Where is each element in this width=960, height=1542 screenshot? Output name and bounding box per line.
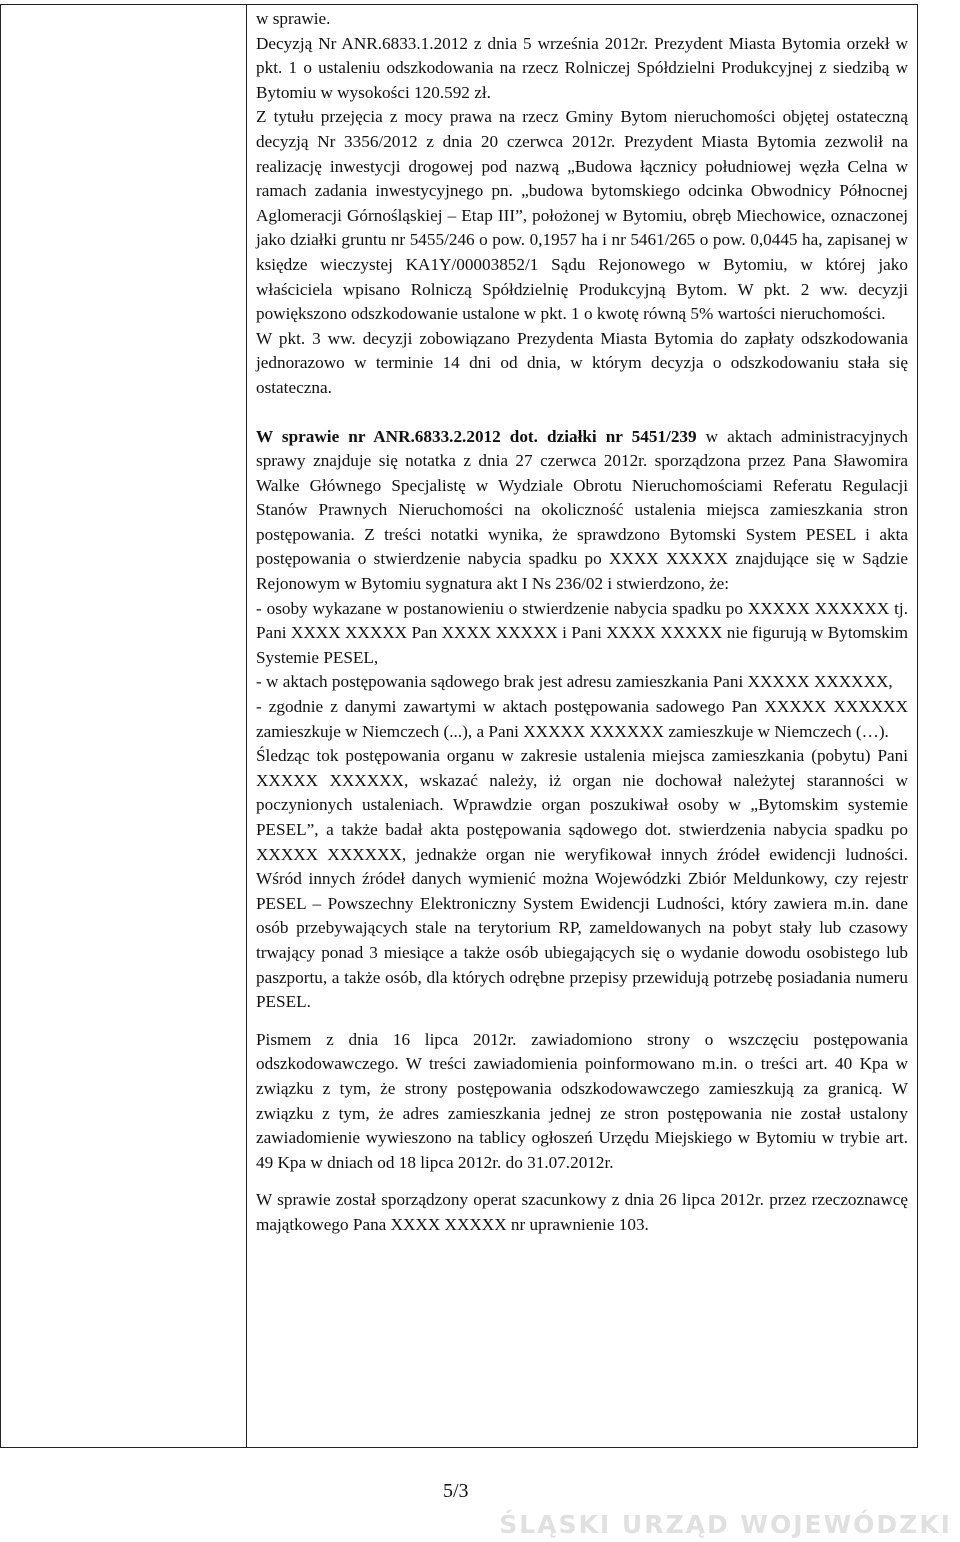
- page-number: 5/3: [443, 1480, 469, 1502]
- paragraph-pkt3: W pkt. 3 ww. decyzji zobowiązano Prezydenta Miasta Bytomia do zapłaty odszkodowania jednorazowo w terminie 14 dni od dnia, w którym decyzja o odszkodowaniu stała się ostateczna.: [256, 328, 908, 397]
- paragraph-sprawa-2: [256, 425, 908, 597]
- paragraph-decyzja: Decyzją Nr ANR.6833.1.2012 z dnia 5 września 2012r. Prezydent Miasta Bytomia orzekł w pkt. 1 o ustaleniu odszkodowania na rzecz Rolniczej Spółdzielni Produkcyjnej z siedzibą w Bytomiu w wysokości 120.592 zł.: [256, 33, 908, 102]
- paragraph-z-tytulu: Z tytułu przejęcia z mocy prawa na rzecz Gminy Bytom nieruchomości objętej ostateczną decyzją Nr 3356/2012 z dnia 20 czerwca 2012r. Prezydent Miasta Bytomia zezwolił na realizację inwestycji drogowej pod nazwą „Budowa łącznicy południowej węzła Celna w ramach zadania inwestycyjnego pn. „budowa bytomskiego odcinka Obwodnicy Północnej Aglomeracji Górnośląskiej – Etap III”, położonej w Bytomiu, obręb Miechowice, oznaczonej jako działki gruntu nr 5455/246 o pow. 0,1957 ha i nr 5461/265 o pow. 0,0445 ha, zapisanej w księdze wieczystej KA1Y/00003852/1 Sądu Rejonowego w Bytomiu, w której jako właściciela wpisano Rolniczą Spółdzielnię Produkcyjną Bytom. W pkt. 2 ww. decyzji powiększono odszkodowanie ustalone w pkt. 1 o kwotę równą 5% wartości nieruchomości.: [256, 107, 908, 324]
- list-item-niemcy: - zgodnie z danymi zawartymi w aktach postępowania sadowego Pan XXXXX XXXXXX zamieszkuje w Niemczech (...), a Pani XXXXX XXXXXX zamieszkuje w Niemczech (…).: [256, 697, 908, 741]
- paragraph-w-sprawie: w sprawie.: [256, 9, 331, 28]
- paragraph-sledzac: Śledząc tok postępowania organu w zakresie ustalenia miejsca zamieszkania (pobytu) Pani XXXXX XXXXXX, wskazać należy, iż organ nie dochował należytej staranności w poczynionych ustaleniach. Wprawdzie organ poszukiwał osoby w „Bytomskim systemie PESEL”, a także badał akta postępowania sądowego dot. stwierdzenia nabycia spadku po XXXXX XXXXXX, jednakże organ nie weryfikował innych źródeł ewidencji ludności. Wśród innych źródeł danych wymienić można Wojewódzki Zbiór Meldunkowy, czy rejestr PESEL – Powszechny Elektroniczny System Ewidencji Ludności, który zawiera m.in. dane osób przebywających stale na terytorium RP, zameldowanych na pobyt stały lub czasowy trwający ponad 3 miesiące a także osób ubiegających się o wydanie dowodu osobistego lub paszportu, a także osób, dla których odrębne przepisy przewidują potrzebę posiadania numeru PESEL.: [256, 746, 908, 1012]
- plot-number: działki nr 5451/239: [547, 426, 697, 446]
- case-description: w aktach administracyjnych sprawy znajduje się notatka z dnia 27 czerwca 2012r. sporządzona przez Pana Sławomira Walke Głównego Specjalistę w Wydziale Obrotu Nieruchomościami Referatu Regulacji Stanów Prawnych Nieruchomości na okoliczność ustalenia miejsca zamieszkania stron postępowania. Z treści notatki wynika, że sprawdzono Bytomski System PESEL i akta postępowania o stwierdzenie nabycia spadku po XXXX XXXXX znajdujące się w Sądzie Rejonowym w Bytomiu sygnatura akt I Ns 236/02 i stwierdzono, że:: [256, 426, 908, 594]
- paragraph-operat: W sprawie został sporządzony operat szacunkowy z dnia 26 lipca 2012r. przez rzeczoznawcę majątkowego Pana XXXX XXXXX nr uprawnienie 103.: [256, 1190, 908, 1234]
- document-table: [0, 4, 918, 1448]
- watermark: ŚLĄSKI URZĄD WOJEWÓDZKI: [499, 1510, 952, 1539]
- left-column: [1, 5, 247, 1447]
- list-item-osoby: - osoby wykazane w postanowieniu o stwierdzenie nabycia spadku po XXXXX XXXXXX tj. Pani XXXX XXXXX Pan XXXX XXXXX i Pani XXXX XXXXX nie figurują w Bytomskim Systemie PESEL,: [256, 598, 908, 667]
- list-item-brak-adresu: - w aktach postępowania sądowego brak jest adresu zamieszkania Pani XXXXX XXXXXX,: [256, 672, 893, 692]
- case-number: W sprawie nr ANR.6833.2.2012 dot.: [256, 426, 538, 446]
- paragraph-pismem: Pismem z dnia 16 lipca 2012r. zawiadomiono strony o wszczęciu postępowania odszkodowawczego. W treści zawiadomienia poinformowano m.in. o treści art. 40 Kpa w związku z tym, że strony postępowania odszkodowawczego zamieszkują za granicą. W związku z tym, że adres zamieszkania jednej ze stron postępowania nie został ustalony zawiadomienie wywieszono na tablicy ogłoszeń Urzędu Miejskiego w Bytomiu w trybie art. 49 Kpa w dniach od 18 lipca 2012r. do 31.07.2012r.: [256, 1029, 908, 1172]
- content-column: [256, 7, 908, 1238]
